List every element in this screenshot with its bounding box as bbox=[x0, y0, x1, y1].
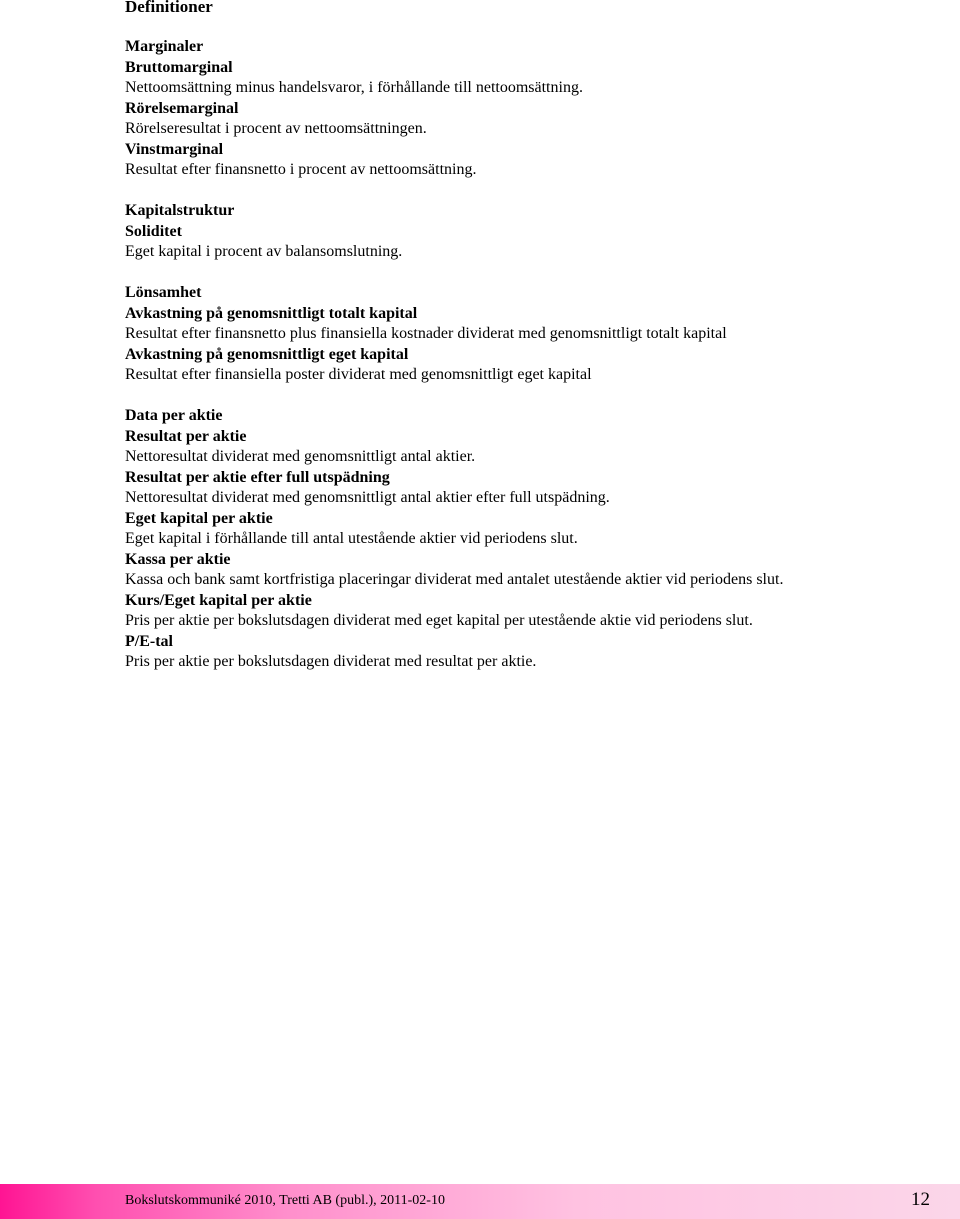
section-heading-lonsamhet: Lönsamhet bbox=[125, 284, 202, 301]
page-title: Definitioner bbox=[125, 0, 213, 16]
definition-bruttomarginal: Nettoomsättning minus handelsvaror, i förhållande till nettoomsättning. bbox=[125, 79, 583, 96]
term-avkastning-totalt-kapital: Avkastning på genomsnittligt totalt kapital bbox=[125, 304, 418, 322]
term-resultat-per-aktie-utspadning: Resultat per aktie efter full utspädning bbox=[125, 468, 390, 486]
definitions-content bbox=[125, 37, 925, 693]
section-kapitalstruktur bbox=[125, 201, 925, 263]
section-heading-data-per-aktie: Data per aktie bbox=[125, 407, 223, 424]
section-heading-kapitalstruktur: Kapitalstruktur bbox=[125, 202, 235, 219]
definition-kassa-per-aktie: Kassa och bank samt kortfristiga placeringar dividerat med antalet utestående aktier vid periodens slut. bbox=[125, 571, 784, 588]
page-number: 12 bbox=[911, 1189, 930, 1210]
section-data-per-aktie bbox=[125, 406, 925, 673]
definition-avkastning-eget-kapital: Resultat efter finansiella poster dividerat med genomsnittligt eget kapital bbox=[125, 366, 592, 383]
term-bruttomarginal: Bruttomarginal bbox=[125, 58, 233, 76]
definition-kurs-eget-kapital: Pris per aktie per bokslutsdagen dividerat med eget kapital per utestående aktie vid periodens slut. bbox=[125, 612, 753, 629]
section-lonsamhet bbox=[125, 283, 925, 386]
term-eget-kapital-per-aktie: Eget kapital per aktie bbox=[125, 509, 273, 527]
definition-rorelsemarginal: Rörelseresultat i procent av nettoomsättningen. bbox=[125, 120, 427, 137]
footer-text: Bokslutskommuniké 2010, Tretti AB (publ.), 2011-02-10 bbox=[125, 1193, 445, 1208]
term-vinstmarginal: Vinstmarginal bbox=[125, 140, 224, 158]
definition-soliditet: Eget kapital i procent av balansomslutning. bbox=[125, 243, 403, 260]
term-kurs-eget-kapital: Kurs/Eget kapital per aktie bbox=[125, 591, 312, 609]
term-kassa-per-aktie: Kassa per aktie bbox=[125, 550, 231, 568]
definition-resultat-per-aktie-utspadning: Nettoresultat dividerat med genomsnittligt antal aktier efter full utspädning. bbox=[125, 489, 610, 506]
term-soliditet: Soliditet bbox=[125, 222, 182, 240]
definition-resultat-per-aktie: Nettoresultat dividerat med genomsnittligt antal aktier. bbox=[125, 448, 476, 465]
term-pe-tal: P/E-tal bbox=[125, 632, 173, 650]
term-rorelsemarginal: Rörelsemarginal bbox=[125, 99, 239, 117]
term-avkastning-eget-kapital: Avkastning på genomsnittligt eget kapital bbox=[125, 345, 409, 363]
definition-eget-kapital-per-aktie: Eget kapital i förhållande till antal utestående aktier vid periodens slut. bbox=[125, 530, 578, 547]
definition-avkastning-totalt-kapital: Resultat efter finansnetto plus finansiella kostnader dividerat med genomsnittligt totalt kapital bbox=[125, 325, 727, 342]
section-marginaler bbox=[125, 37, 925, 181]
definition-pe-tal: Pris per aktie per bokslutsdagen dividerat med resultat per aktie. bbox=[125, 653, 537, 670]
term-resultat-per-aktie: Resultat per aktie bbox=[125, 427, 247, 445]
definition-vinstmarginal: Resultat efter finansnetto i procent av nettoomsättning. bbox=[125, 161, 477, 178]
section-heading-marginaler: Marginaler bbox=[125, 38, 204, 55]
